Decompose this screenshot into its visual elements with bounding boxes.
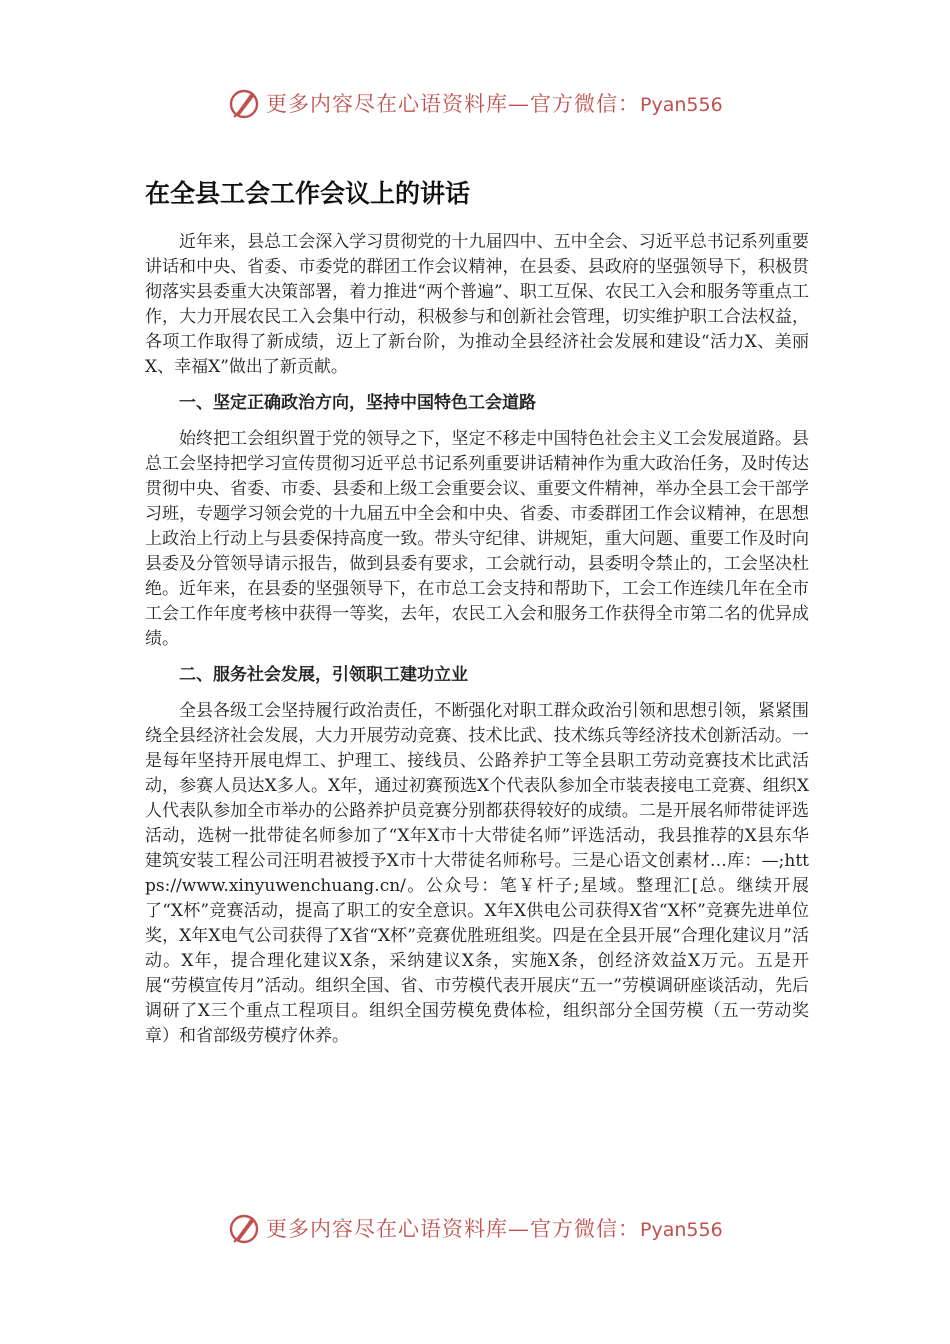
banner-slogan: 更多内容尽在心语资料库—官方微信： xyxy=(266,1217,640,1241)
document-body xyxy=(145,230,809,1049)
banner-wechat-id: Pyan556 xyxy=(640,1219,723,1241)
quill-logo-icon xyxy=(226,1211,262,1247)
banner-slogan: 更多内容尽在心语资料库—官方微信： xyxy=(266,92,640,116)
banner-wechat-id: Pyan556 xyxy=(640,94,723,116)
header-watermark-banner xyxy=(0,84,950,124)
footer-watermark-banner xyxy=(0,1209,950,1249)
section-paragraph-2: 全县各级工会坚持履行政治责任，不断强化对职工群众政治引领和思想引领，紧紧围绕全县经济社会发展，大力开展劳动竞赛、技术比武、技术练兵等经济技术创新活动。一是每年坚持开展电焊工、护理工、接线员、公路养护工等全县职工劳动竞赛技术比武活动，参赛人员达X多人。X年，通过初赛预选X个代表队参加全市装表接电工竞赛、组织X人代表队参加全市举办的公路养护员竞赛分别都获得较好的成绩。二是开展名师带徒评选活动，选树一批带徒名师参加了“X年X市十大带徒名师”评选活动，我县推荐的X县东华建筑安装工程公司汪明君被授予X市十大带徒名师称号。三是心语文创素材…库：—;https://www.xinyuwenchuang.cn/。公众号：笔￥杆子;星域。整理汇[总。继续开展了“X杯”竞赛活动，提高了职工的安全意识。X年X供电公司获得X省“X杯”竞赛先进单位奖，X年X电气公司获得了X省“X杯”竞赛优胜班组奖。四是在全县开展“合理化建议月”活动。X年，提合理化建议X条，采纳建议X条，实施X条，创经济效益X万元。五是开展“劳模宣传月”活动。组织全国、省、市劳模代表开展庆“五一”劳模调研座谈活动，先后调研了X三个重点工程项目。组织全国劳模免费体检，组织部分全国劳模（五一劳动奖章）和省部级劳模疗休养。 xyxy=(145,701,809,1046)
quill-logo-icon xyxy=(226,86,262,122)
section-paragraph-1: 始终把工会组织置于党的领导之下，坚定不移走中国特色社会主义工会发展道路。县总工会坚持把学习宣传贯彻习近平总书记系列重要讲话精神作为重大政治任务，及时传达贯彻中央、省委、市委、县委和上级工会重要会议、重要文件精神，举办全县工会干部学习班，专题学习领会党的十九届五中全会和中央、省委、市委群团工作会议精神，在思想上政治上行动上与县委保持高度一致。带头守纪律、讲规矩，重大问题、重要工作及时向县委及分管领导请示报告，做到县委有要求，工会就行动，县委明令禁止的，工会坚决杜绝。近年来，在县委的坚强领导下，在市总工会支持和帮助下，工会工作连续几年在全市工会工作年度考核中获得一等奖，去年，农民工入会和服务工作获得全市第二名的优异成绩。 xyxy=(145,429,809,649)
intro-paragraph: 近年来，县总工会深入学习贯彻党的十九届四中、五中全会、习近平总书记系列重要讲话和中央、省委、市委党的群团工作会议精神，在县委、县政府的坚强领导下，积极贯彻落实县委重大决策部署，着力推进“两个普遍”、职工互保、农民工入会和服务等重点工作，大力开展农民工入会集中行动，积极参与和创新社会管理，切实维护职工合法权益，各项工作取得了新成绩，迈上了新台阶，为推动全县经济社会发展和建设“活力X、美丽X、幸福X”做出了新贡献。 xyxy=(145,232,809,377)
document-title: 在全县工会工作会议上的讲话 xyxy=(145,179,471,208)
section-heading-1: 一、坚定正确政治方向，坚持中国特色工会道路 xyxy=(179,393,536,413)
section-heading-2: 二、服务社会发展，引领职工建功立业 xyxy=(179,665,468,685)
banner-text xyxy=(266,90,723,119)
banner-text xyxy=(266,1215,723,1244)
